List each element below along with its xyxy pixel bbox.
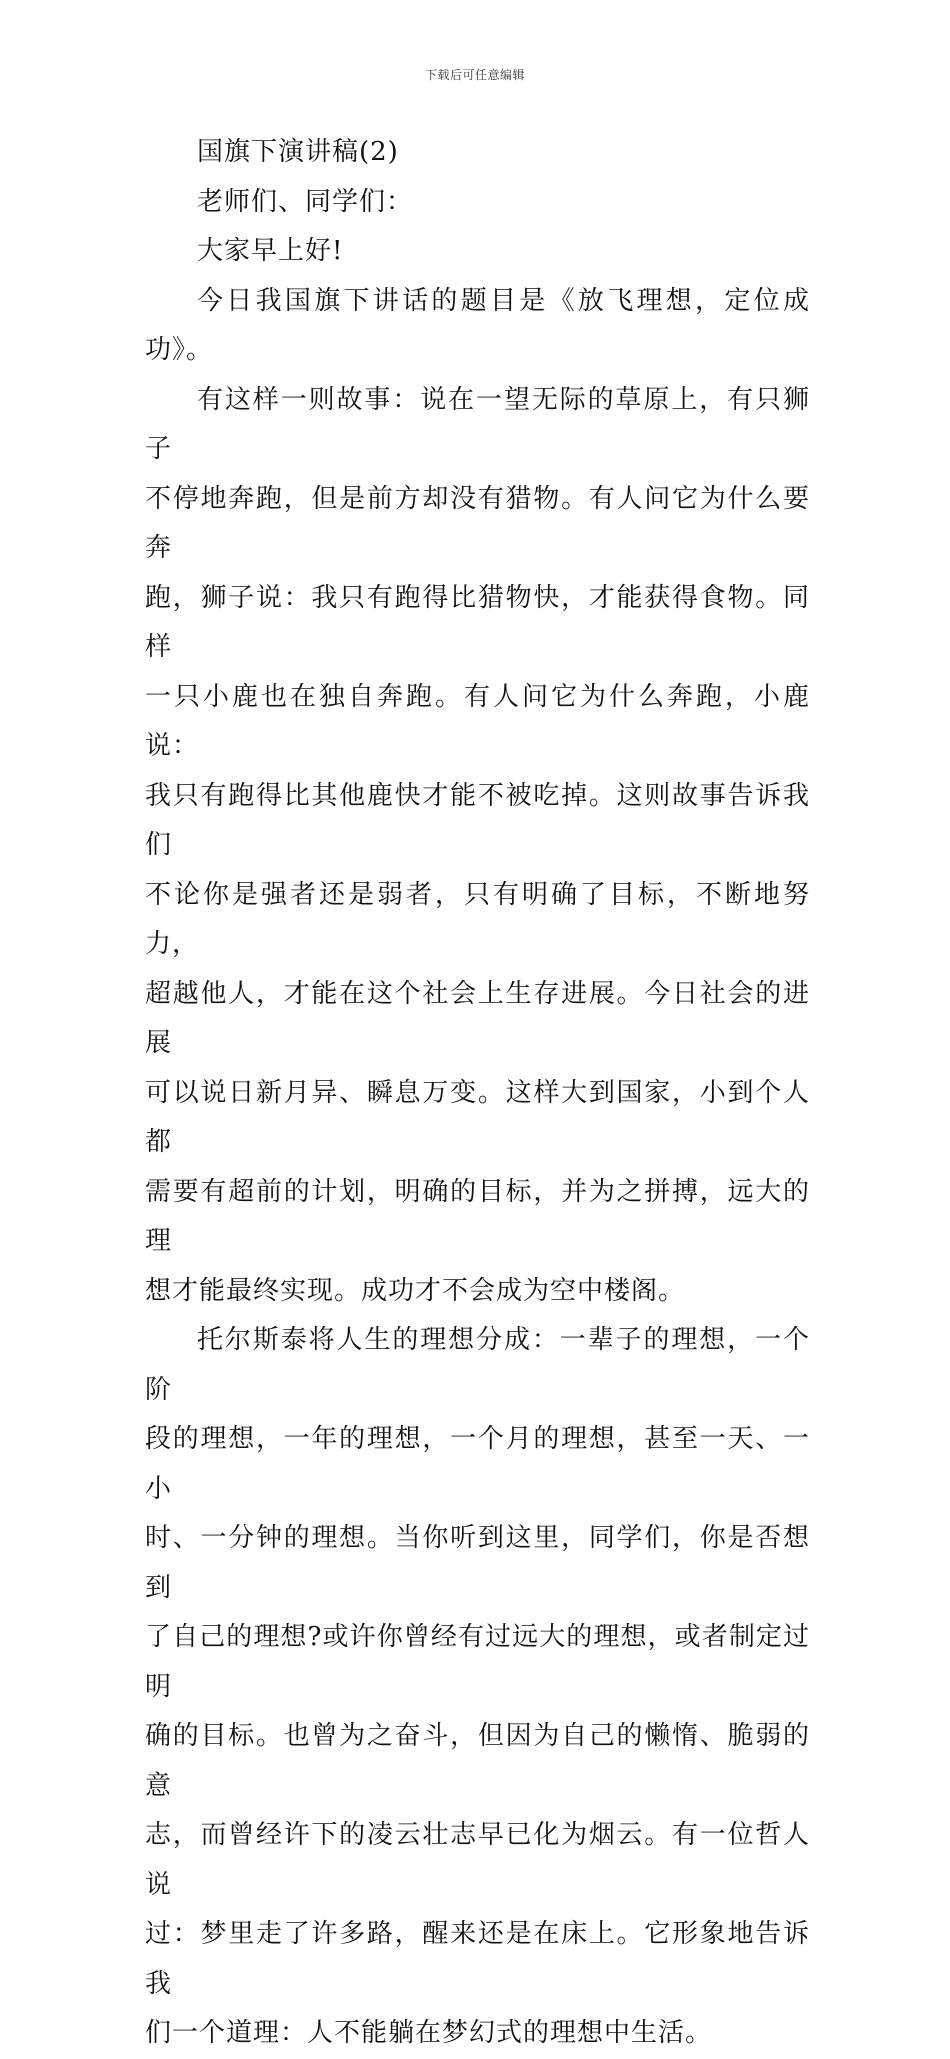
paragraph-tolstoy: 托尔斯泰将人生的理想分成：一辈子的理想，一个阶 段的理想，一年的理想，一个月的理想，甚至一天、一小 时、一分钟的理想。当你听到这里，同学们，你是否想到 了自己的理想?或许你曾经有过远大的理想，或者制定过明 确的目标。也曾为之奋斗，但因为自己的懒惰、脆弱的意 志，而曾经许下的凌云壮志早已化为烟云。有一位哲人说 过：梦里走了许多路，醒来还是在床上。它形象地告诉我 们一个道理：人不能躺在梦幻式的理想中生活。 [145, 1325, 810, 2048]
salutation: 老师们、同学们： [197, 186, 414, 217]
header-note: 下载后可任意编辑 [424, 68, 525, 82]
morning-greeting: 大家早上好! [197, 236, 344, 266]
paragraph-topic: 今日我国旗下讲话的题目是《放飞理想，定位成功》。 [145, 285, 810, 365]
document-body [145, 128, 810, 2059]
speech-title: 国旗下演讲稿(2) [197, 137, 399, 167]
paragraph-story: 有这样一则故事：说在一望无际的草原上，有只狮子 不停地奔跑，但是前方却没有猎物。有人问它为什么要奔 跑，狮子说：我只有跑得比猎物快，才能获得食物。同样 一只小鹿也在独自奔跑。有人问它为什么奔跑，小鹿说： 我只有跑得比其他鹿快才能不被吃掉。这则故事告诉我们 不论你是强者还是弱者，只有明确了目标，不断地努力， 超越他人，才能在这个社会上生存进展。今日社会的进展 可以说日新月异、瞬息万变。这样大到国家，小到个人都 需要有超前的计划，明确的目标，并为之拼搏，远大的理 想才能最终实现。成功才不会成为空中楼阁。 [145, 384, 810, 1306]
